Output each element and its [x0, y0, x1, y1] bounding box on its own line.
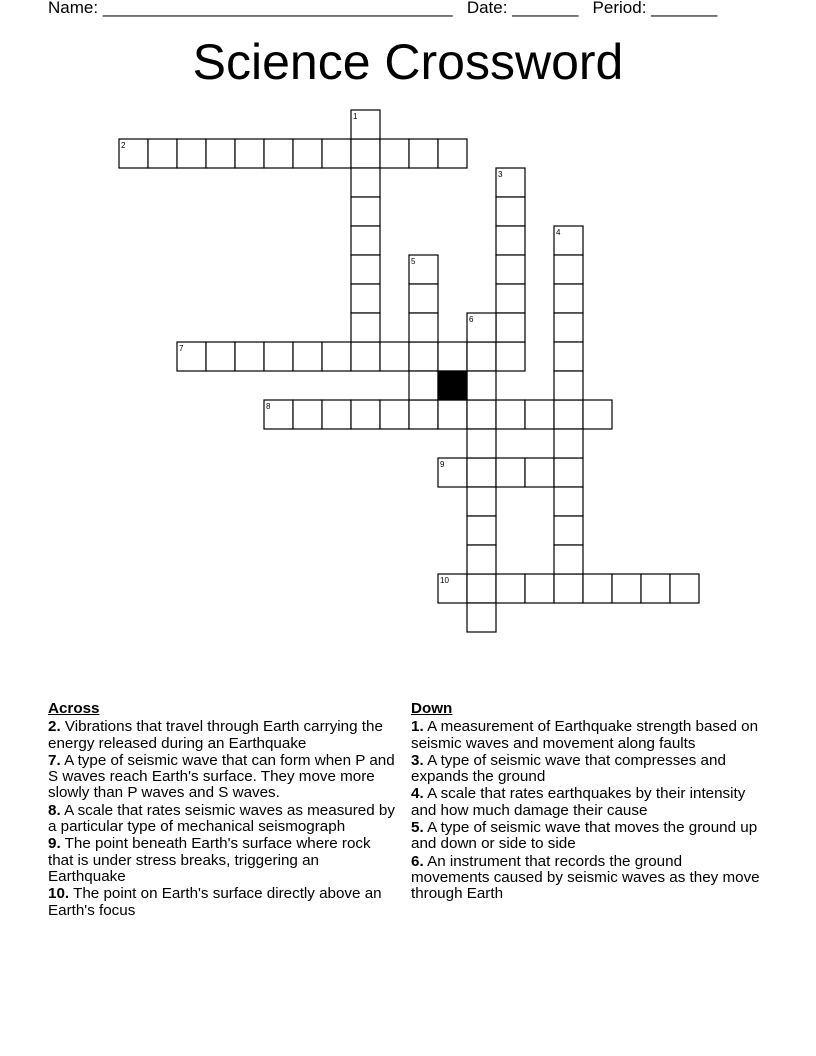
crossword-cell[interactable]	[264, 342, 293, 371]
crossword-cell[interactable]	[467, 574, 496, 603]
clue-number-10: 10	[440, 576, 449, 585]
crossword-cell[interactable]	[409, 139, 438, 168]
crossword-cell[interactable]	[641, 574, 670, 603]
clue-number-4: 4	[556, 228, 561, 237]
crossword-cell[interactable]	[525, 458, 554, 487]
crossword-cell[interactable]	[351, 139, 380, 168]
crossword-cell[interactable]	[554, 458, 583, 487]
crossword-cell[interactable]	[351, 197, 380, 226]
crossword-cell[interactable]	[554, 255, 583, 284]
crossword-cell[interactable]	[467, 487, 496, 516]
crossword-cell[interactable]	[409, 371, 438, 400]
blocked-cell	[438, 371, 467, 400]
clue-down-5: 5. A type of seismic wave that moves the ground up and down or side to side	[411, 819, 758, 853]
crossword-cell[interactable]	[322, 400, 351, 429]
crossword-cell[interactable]	[554, 342, 583, 371]
crossword-cell[interactable]	[380, 342, 409, 371]
clue-down-4: 4. A scale that rates earthquakes by their intensity and how much damage their cause	[411, 785, 746, 819]
crossword-cell[interactable]	[612, 574, 641, 603]
crossword-cell[interactable]	[409, 342, 438, 371]
crossword-cell[interactable]	[467, 603, 496, 632]
crossword-cell[interactable]	[380, 400, 409, 429]
crossword-cell[interactable]	[438, 139, 467, 168]
clue-number-2: 2	[121, 141, 126, 150]
crossword-cell[interactable]	[554, 545, 583, 574]
across-clues	[48, 701, 398, 920]
down-clues	[411, 701, 761, 904]
crossword-cell[interactable]	[554, 487, 583, 516]
crossword-cell[interactable]	[351, 313, 380, 342]
clue-across-2: 2. Vibrations that travel through Earth carrying the energy released during an Earthquake	[48, 718, 383, 752]
name-blank[interactable]: _____________________________________	[102, 0, 453, 17]
period-blank[interactable]: _______	[651, 0, 718, 17]
crossword-cell[interactable]	[235, 342, 264, 371]
crossword-cell[interactable]	[380, 139, 409, 168]
crossword-cell[interactable]	[409, 400, 438, 429]
crossword-cell[interactable]	[322, 342, 351, 371]
crossword-cell[interactable]	[670, 574, 699, 603]
clue-number-7: 7	[179, 344, 184, 353]
clue-down-3: 3. A type of seismic wave that compresses and expands the ground	[411, 751, 726, 786]
crossword-cell[interactable]	[583, 400, 612, 429]
crossword-cell[interactable]	[496, 226, 525, 255]
crossword-cell[interactable]	[496, 574, 525, 603]
clue-number-1: 1	[353, 112, 358, 121]
clue-across-10: 10. The point on Earth's surface directly above an Earth's focus	[48, 885, 382, 919]
crossword-cell[interactable]	[496, 197, 525, 226]
crossword-cell[interactable]	[409, 313, 438, 342]
crossword-cell[interactable]	[467, 429, 496, 458]
crossword-cell[interactable]	[467, 342, 496, 371]
crossword-cell[interactable]	[235, 139, 264, 168]
crossword-cell[interactable]	[467, 545, 496, 574]
date-blank[interactable]: _______	[512, 0, 579, 17]
clue-down-6: 6. An instrument that records the ground movements caused by seismic waves as they move through Earth	[411, 852, 760, 903]
crossword-cell[interactable]	[177, 139, 206, 168]
crossword-cell[interactable]	[467, 458, 496, 487]
crossword-cell[interactable]	[438, 400, 467, 429]
crossword-cell[interactable]	[496, 284, 525, 313]
down-heading: Down	[411, 700, 453, 717]
crossword-cell[interactable]	[496, 458, 525, 487]
crossword-cell[interactable]	[525, 574, 554, 603]
clue-across-8: 8. A scale that rates seismic waves as measured by a particular type of mechanical seismograph	[48, 801, 395, 836]
crossword-cell[interactable]	[293, 139, 322, 168]
name-label: Name:	[48, 0, 99, 17]
clue-number-9: 9	[440, 460, 445, 469]
crossword-cell[interactable]	[554, 371, 583, 400]
clue-number-3: 3	[498, 170, 503, 179]
clue-number-5: 5	[411, 257, 416, 266]
page-title: Science Crossword	[192, 34, 624, 90]
crossword-cell[interactable]	[525, 400, 554, 429]
across-heading: Across	[48, 700, 100, 717]
crossword-cell[interactable]	[322, 139, 351, 168]
crossword-cell[interactable]	[554, 516, 583, 545]
clue-down-1: 1. A measurement of Earthquake strength based on seismic waves and movement along faults	[411, 718, 759, 752]
crossword-cell[interactable]	[467, 371, 496, 400]
crossword-cell[interactable]	[467, 400, 496, 429]
crossword-cell[interactable]	[293, 400, 322, 429]
clue-across-9: 9. The point beneath Earth's surface where rock that is under stress breaks, triggering an Earthquake	[48, 835, 371, 885]
crossword-cell[interactable]	[554, 400, 583, 429]
crossword-cell[interactable]	[438, 342, 467, 371]
crossword-cell[interactable]	[496, 342, 525, 371]
crossword-cell[interactable]	[351, 255, 380, 284]
crossword-cell[interactable]	[351, 284, 380, 313]
crossword-cell[interactable]	[467, 516, 496, 545]
clue-number-6: 6	[469, 315, 474, 324]
clue-across-7: 7. A type of seismic wave that can form when P and S waves reach Earth's surface. They move more slowly than P waves and S waves.	[48, 751, 395, 802]
crossword-cell[interactable]	[409, 284, 438, 313]
crossword-cell[interactable]	[554, 284, 583, 313]
clue-number-8: 8	[266, 402, 271, 411]
crossword-cell[interactable]	[148, 139, 177, 168]
crossword-cell[interactable]	[496, 313, 525, 342]
crossword-cell[interactable]	[206, 139, 235, 168]
crossword-cell[interactable]	[554, 313, 583, 342]
crossword-cell[interactable]	[293, 342, 322, 371]
crossword-cell[interactable]	[351, 168, 380, 197]
crossword-cell[interactable]	[351, 342, 380, 371]
crossword-cell[interactable]	[554, 574, 583, 603]
crossword-cell[interactable]	[496, 255, 525, 284]
crossword-cell[interactable]	[583, 574, 612, 603]
period-label: Period:	[592, 0, 647, 17]
crossword-cell[interactable]	[206, 342, 235, 371]
crossword-cell[interactable]	[554, 429, 583, 458]
crossword-cell[interactable]	[351, 400, 380, 429]
crossword-cell[interactable]	[496, 400, 525, 429]
date-label: Date:	[466, 0, 508, 17]
crossword-cell[interactable]	[351, 226, 380, 255]
crossword-cell[interactable]	[264, 139, 293, 168]
